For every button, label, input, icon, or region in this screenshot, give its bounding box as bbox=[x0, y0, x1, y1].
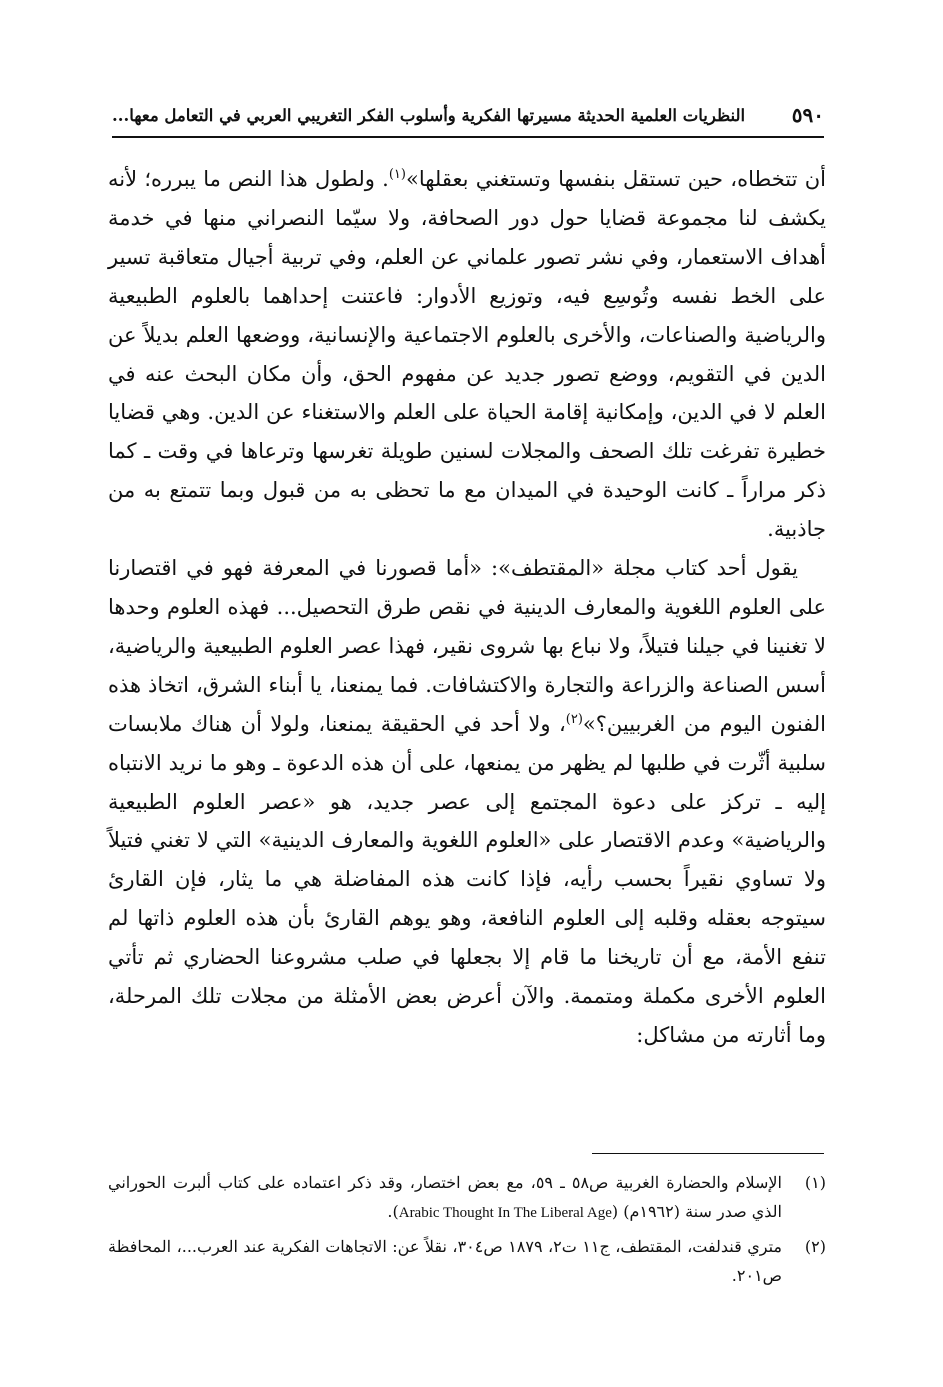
footnote-1-text-start: الإسلام والحضارة الغربية ص٥٨ ـ ٥٩، مع بعض اختصار، وقد ذكر اعتماده على كتاب ألبرت الحوراني الذي صدر سنة (١٩٦٢م) ( bbox=[108, 1173, 782, 1221]
main-text bbox=[108, 160, 826, 1055]
paragraph-1-rest: . ولطول هذا النص ما يبرره؛ لأنه يكشف لنا مجموعة قضايا حول دور الصحافة، ولا سيّما النصراني منها في خدمة أهداف الاستعمار، وفي نشر تصور علماني عن العلم، وفي تربية أجيال متعاقبة تسير على الخط نفسه وتُوسِع فيه، وتوزيع الأدوار: فاعتنت إحداهما بالعلوم الطبيعية والرياضية والصناعات، والأخرى بالعلوم الاجتماعية والإنسانية، ووضعها العلم بديلاً عن الدين في التقويم، ووضع تصور جديد عن مفهوم الحق، وأن مكان البحث عنه في العلم لا في الدين، وإمكانية إقامة الحياة على العلم والاستغناء عن الدين. وهي قضايا خطيرة تفرغت تلك الصحف والمجلات لسنين طويلة تغرسها وترعاها في وقت ـ كما ذكر مراراً ـ كانت الوحيدة في الميدان مع ما تحظى به من قبول وبما تتمتع به من جاذبية. bbox=[108, 167, 826, 542]
footnote-2 bbox=[108, 1232, 826, 1290]
footnote-ref-1[interactable]: (١) bbox=[388, 167, 406, 182]
paragraph-1 bbox=[108, 160, 826, 549]
paragraph-2-rest: ، ولا أحد في الحقيقة يمنعنا، ولولا أن هناك ملابسات سلبية أثّرت في طلبها لم يظهر من يمنعها، على أن هذه الدعوة ـ وهو ما نريد الانتباه إليه ـ تركز على دعوة المجتمع إلى عصر جديد، هو «عصر العلوم الطبيعية والرياضية» وعدم الاقتصار على «العلوم اللغوية والمعارف الدينية» التي لا تغني فتيلاً ولا تساوي نقيراً بحسب رأيه، فإذا كانت هذه المفاضلة هي ما يثار، فإن القارئ سيتوجه بعقله وقلبه إلى العلوم النافعة، وهو يوهم القارئ بأن هذه العلوم ذاتها لم تنفع الأمة، مع أن تاريخنا ما قام إلا بجعلها في صلب مشروعنا الحضاري ثم تأتي العلوم الأخرى مكملة ومتممة. والآن أعرض بعض الأمثلة من مجلات تلك المرحلة، وما أثارته من مشاكل: bbox=[108, 711, 826, 1047]
paragraph-2-start: يقول أحد كتاب مجلة «المقتطف»: «أما قصورنا في المعرفة فهو في اقتصارنا على العلوم اللغوية والمعارف الدينية في نقص طرق التحصيل... فهذه العلوم وحدها لا تغنينا في جيلنا فتيلاً، ولا نباع بها شروى نقير، فهذا عصر العلوم الطبيعية والرياضية، أسس الصناعة والزراعة والتجارة والاكتشافات. فما يمنعنا، يا أبناء الشرق، اتخاذ هذه الفنون اليوم من الغربيين؟» bbox=[108, 556, 827, 736]
paragraph-2 bbox=[108, 549, 826, 1055]
footnote-divider bbox=[592, 1153, 824, 1154]
footnote-ref-2[interactable]: (٢) bbox=[565, 711, 583, 727]
footnote-2-text: متري قندلفت، المقتطف، ج١١ ت٢، ١٨٧٩ ص٣٠٤، نقلاً عن: الاتجاهات الفكرية عند العرب...، المحافظة ص٢٠١. bbox=[108, 1237, 782, 1285]
header-divider bbox=[112, 136, 824, 138]
footnote-1-text-end: ). bbox=[387, 1202, 399, 1221]
footnote-1 bbox=[108, 1168, 826, 1228]
running-title: النظريات العلمية الحديثة مسيرتها الفكرية وأسلوب الفكر التغريبي العربي في التعامل معها... bbox=[112, 105, 746, 125]
page-number: ٥٩٠ bbox=[791, 103, 824, 127]
footnote-2-mark: (٢) bbox=[804, 1237, 826, 1256]
page-header bbox=[112, 98, 824, 132]
footnotes bbox=[108, 1168, 826, 1294]
paragraph-1-start: أن تتخطاه، حين تستقل بنفسها وتستغني بعقلها» bbox=[405, 167, 826, 191]
footnote-1-mark: (١) bbox=[804, 1173, 826, 1192]
footnote-1-latin-title: Arabic Thought In The Liberal Age bbox=[398, 1205, 612, 1221]
footnote-1-text bbox=[108, 1168, 782, 1228]
